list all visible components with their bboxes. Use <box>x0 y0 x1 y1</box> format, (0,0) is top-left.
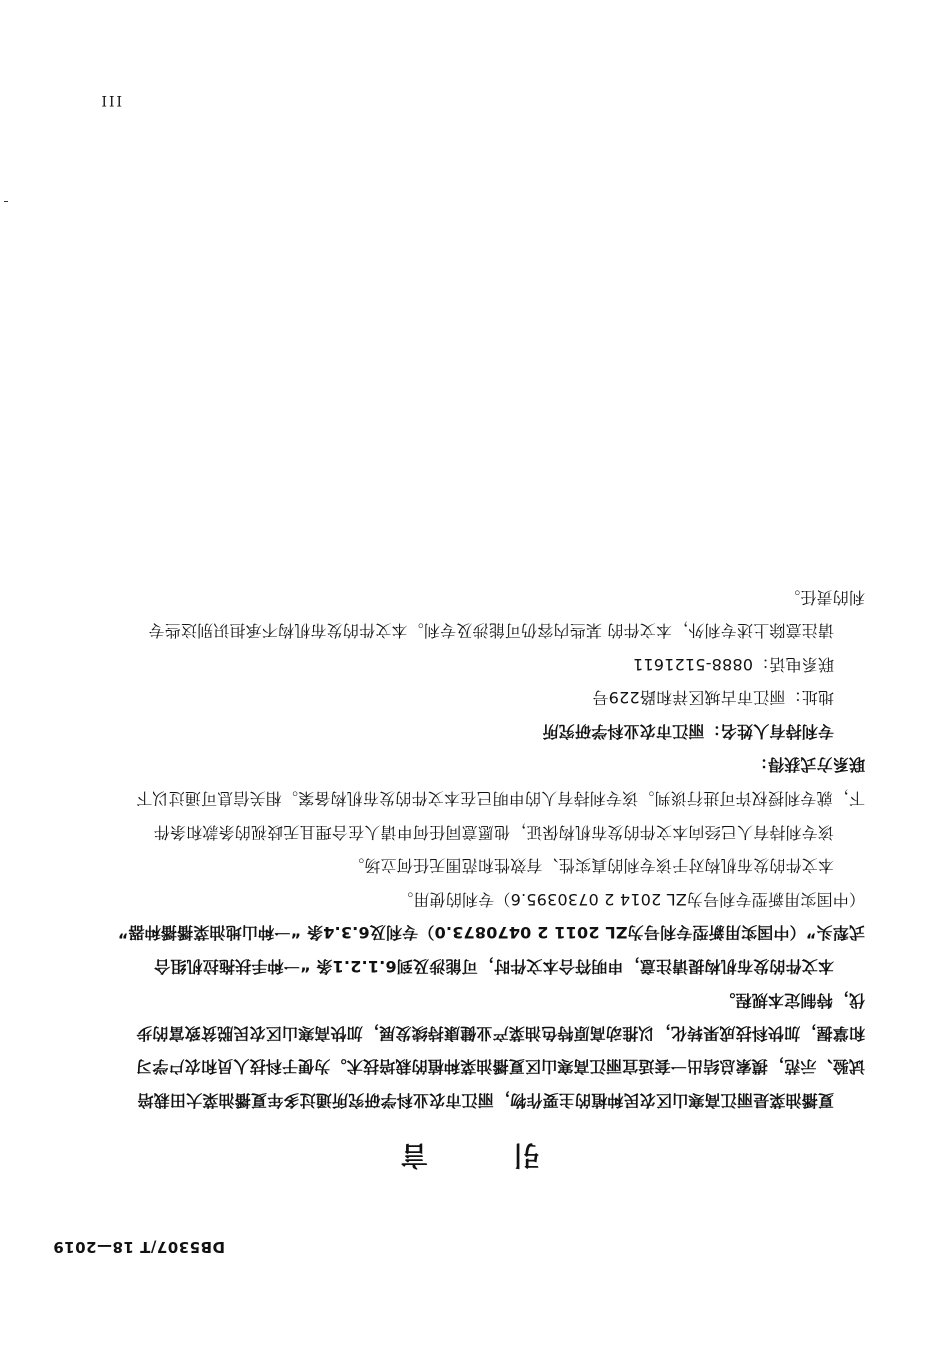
paragraph-line: 式犁头”（中国实用新型专利号为ZL 2011 2 0470873.0）专利及6.3.4条 “一种山地油菜播播种器” <box>117 923 865 942</box>
document-code: DB5307/T 18—2019 <box>52 1238 225 1256</box>
paragraph-line: 联系电话：0888-5121611 <box>632 655 834 674</box>
paragraph-line: 该专利持有人已经向本文件的发布机构保证，他愿意同任何申请人在合理且无歧视的条款和条件 <box>153 823 834 842</box>
scan-edge-mark <box>4 201 8 202</box>
paragraph-line: 和掌握，加快科技成果转化，以推动高原特色油菜产业健康持续发展，加快高寒山区农民脱贫致富的步 <box>135 1024 865 1043</box>
paragraph-line: 夏播油菜是丽江高寒山区农民种植的主要作物，丽江市农业科学研究所通过多年夏播油菜大田栽培 <box>137 1091 834 1110</box>
paragraph-line: 联系方式获得： <box>751 755 865 774</box>
paragraph-line: 请注意除上述专利外，本文件的 某些内容仍可能涉及专利。本文件的发布机构不承担识别这些专 <box>148 621 834 640</box>
paragraph-line: 专利持有人姓名：丽江市农业科学研究所 <box>542 722 834 741</box>
paragraph-line: 本文件的发布机构提请注意，申明符合本文件时，可能涉及到6.1.2.1条 “一种手扶拖拉机组合 <box>153 957 834 976</box>
paragraph-line: 本文件的发布机构对于该专利的真实性、有效性和范围无任何立场。 <box>347 856 834 875</box>
paragraph-line: 下，就专利授权许可进行谈判。该专利持有人的申明已在本文件的发布机构备案。相关信息可通过以下 <box>135 789 865 808</box>
page-number: III <box>99 92 122 108</box>
paragraph-line: 地址：丽江市古城区祥和路229号 <box>592 688 834 707</box>
paragraph-line: 利的责任。 <box>783 588 865 607</box>
section-title: 引 言 <box>362 1139 540 1170</box>
paragraph-line: 试验、示范，摸索总结出一套适宜丽江高寒山区夏播油菜种植的栽培技术。为便于科技人员和农户学习 <box>135 1057 865 1076</box>
paragraph-line: 伐，特制定本规程。 <box>719 991 865 1010</box>
paragraph-line: （中国实用新型专利号为ZL 2014 2 0730395.6）专利的使用。 <box>397 890 865 909</box>
